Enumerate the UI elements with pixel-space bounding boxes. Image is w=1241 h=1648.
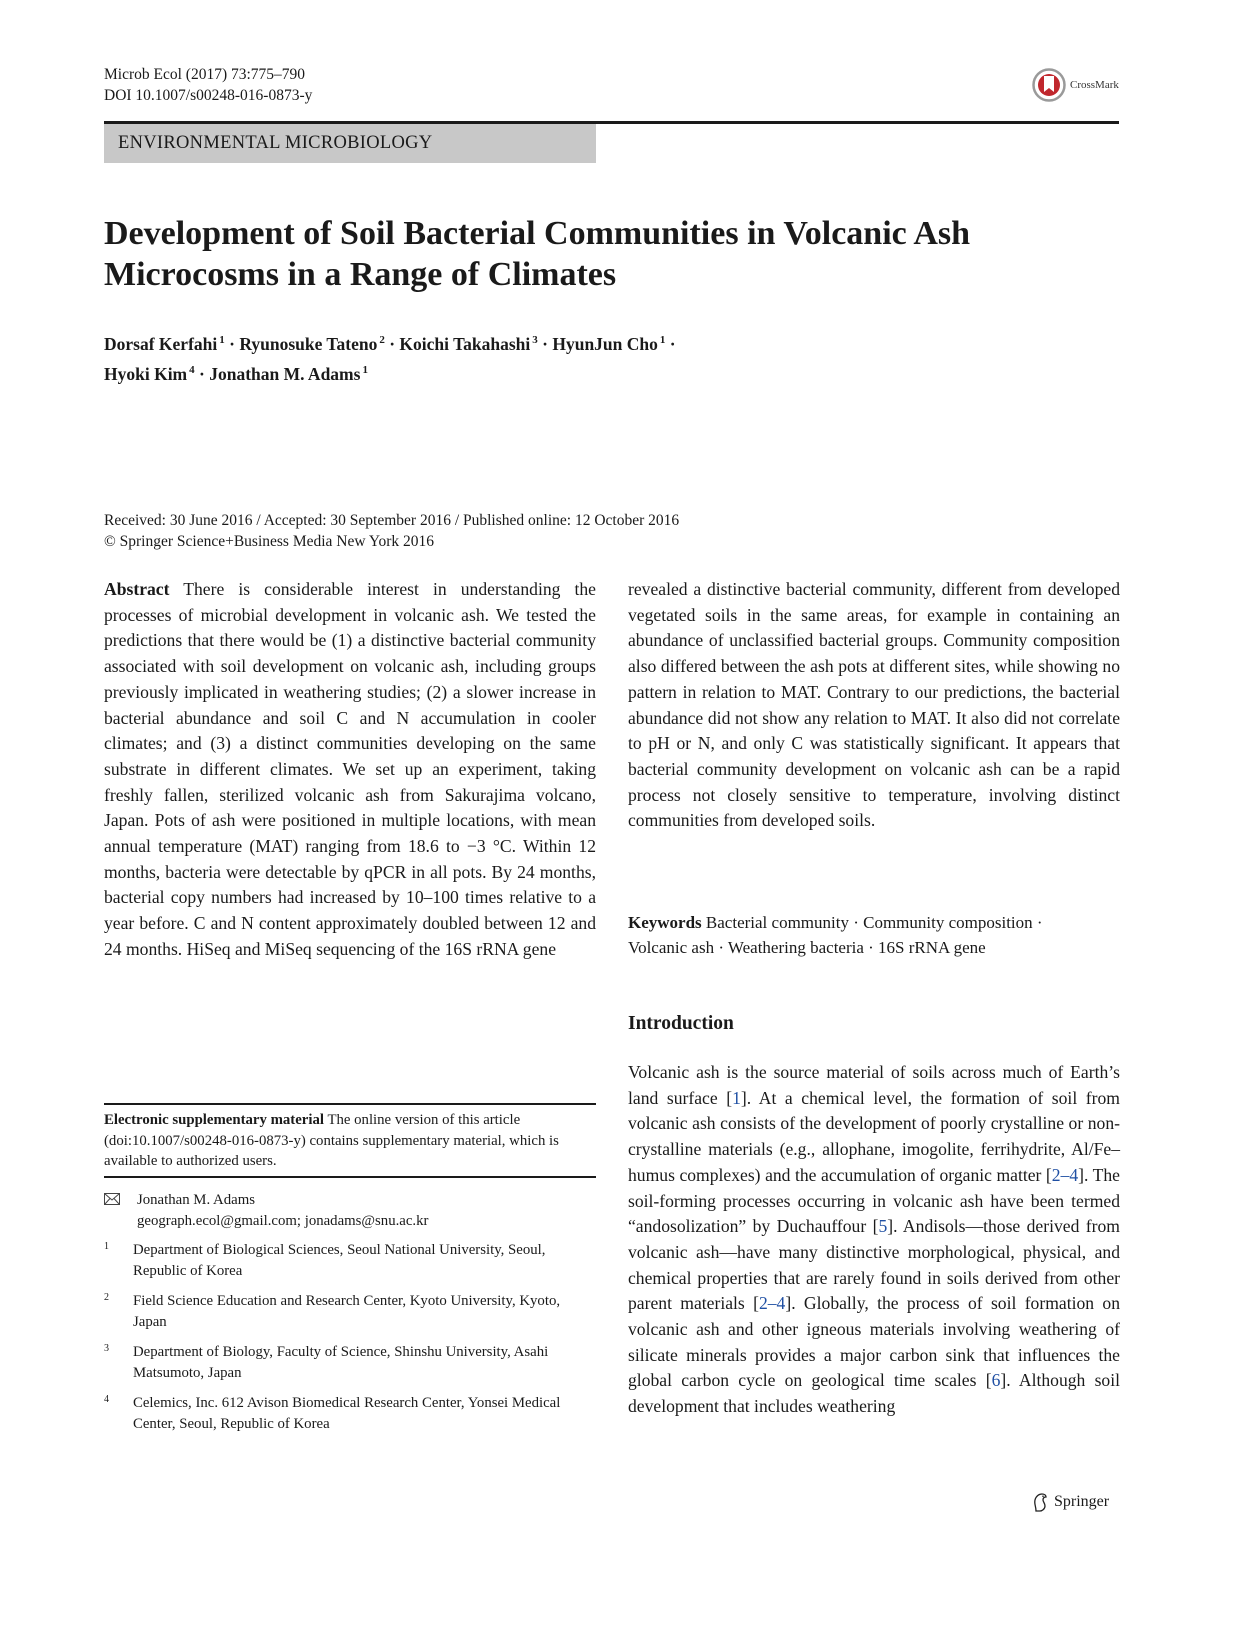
affiliation-number: 1 — [104, 1241, 109, 1252]
crossmark-badge[interactable] — [1032, 68, 1119, 102]
affiliation-item — [104, 1291, 596, 1332]
author-affiliation-mark: 1 — [659, 334, 666, 346]
abstract-text-part2: revealed a distinctive bacterial community, different from developed vegetated soils in the same areas, for example in containing an abundance of unclassified bacterial groups. Community composition also differed between the ash pots at different sites, while showing no pattern in relation to MAT. Contrary to our predictions, the bacterial abundance did not show any relation to MAT. It also did not correlate to pH or N, and only C was statistically significant. It appears that bacterial community development on volcanic ash can be a rapid process not closely sensitive to temperature, involving distinct communities from developed soils. — [628, 579, 1120, 831]
citation-link[interactable]: 5 — [878, 1216, 888, 1237]
affiliation-number: 2 — [104, 1292, 109, 1303]
footnote-rule — [104, 1103, 596, 1105]
citation-link[interactable]: 6 — [991, 1370, 1001, 1391]
author-affiliation-mark: 1 — [219, 334, 225, 346]
title-line-2: Microcosms in a Range of Climates — [104, 256, 617, 293]
author-name[interactable]: Ryunosuke Tateno — [239, 334, 378, 354]
intro-text: ]. The soil-forming processes occurring in volcanic ash have been termed “andosolization” by Duchauffour [ — [628, 1164, 1120, 1237]
author-affiliation-mark: 1 — [362, 364, 368, 376]
author-line-1 — [104, 327, 1119, 357]
author-affiliation-mark: 3 — [532, 334, 538, 346]
author-name[interactable]: Jonathan M. Adams — [209, 364, 361, 384]
author-affiliation-mark: 2 — [379, 334, 385, 346]
affiliation-number: 3 — [104, 1343, 109, 1354]
journal-volume-line: Microb Ecol (2017) 73:775–790 — [104, 66, 306, 83]
dates-line: Received: 30 June 2016 / Accepted: 30 September 2016 / Published online: 12 October 2016 — [104, 512, 680, 529]
abstract-left-column — [104, 577, 596, 963]
doi-line: DOI 10.1007/s00248-016-0873-y — [104, 87, 313, 104]
intro-text: ]. Andisols—those derived from volcanic ash—have many distinctive morphological, physical, and chemical properties that are rarely found in soils derived from other parent materials [ — [628, 1216, 1120, 1314]
introduction-body — [628, 1060, 1120, 1420]
author-list — [104, 327, 1119, 387]
author-affiliation-mark: 4 — [189, 364, 195, 376]
keywords-label: Keywords — [628, 913, 702, 932]
affiliation-text: Field Science Education and Research Center, Kyoto University, Kyoto, Japan — [133, 1293, 561, 1330]
author-separator: · — [229, 334, 235, 354]
affiliation-text: Department of Biological Sciences, Seoul National University, Seoul, Republic of Korea — [133, 1242, 546, 1279]
affiliation-text: Celemics, Inc. 612 Avison Biomedical Research Center, Yonsei Medical Center, Seoul, Republic of Korea — [133, 1395, 561, 1432]
section-category: ENVIRONMENTAL MICROBIOLOGY — [104, 124, 596, 163]
springer-logo — [1032, 1492, 1109, 1512]
author-separator: · — [199, 364, 205, 384]
abstract-right-column — [628, 577, 1120, 834]
copyright-line: © Springer Science+Business Media New York 2016 — [104, 533, 435, 550]
author-separator: · — [542, 334, 548, 354]
author-line-2 — [104, 357, 1119, 387]
corresponding-emails[interactable]: geograph.ecol@gmail.com; jonadams@snu.ac.kr — [137, 1212, 429, 1229]
citation-link[interactable]: 2–4 — [758, 1293, 786, 1314]
journal-citation — [104, 64, 312, 106]
title-line-1: Development of Soil Bacterial Communities in Volcanic Ash — [104, 215, 971, 252]
affiliation-number: 4 — [104, 1394, 109, 1405]
affiliation-item — [104, 1240, 596, 1281]
footnote-divider — [104, 1176, 596, 1178]
author-separator: · — [389, 334, 396, 354]
intro-text: ]. Although soil development that includes weathering — [628, 1370, 1120, 1417]
abstract-text-part1: There is considerable interest in understanding the processes of microbial development in volcanic ash. We tested the predictions that there would be (1) a distinctive bacterial community associated with soil development on volcanic ash, including groups previously implicated in weathering studies; (2) a slower increase in bacterial abundance and soil C and N accumulation in cooler climates; and (3) a distinct communities developing on the same substrate in different climates. We set up an experiment, taking freshly fallen, sterilized volcanic ash from Sakurajima volcano, Japan. Pots of ash were positioned in multiple locations, with mean annual temperature (MAT) ranging from 18.6 to −3 °C. Within 12 months, bacteria were detectable by qPCR in all pots. By 24 months, bacterial copy numbers had increased by 10–100 times relative to a year before. C and N content approximately doubled between 12 and 24 months. HiSeq and MiSeq sequencing of the 16S rRNA gene — [104, 579, 596, 959]
intro-text: ]. Globally, the process of soil formation on volcanic ash and other igneous materials involving weathering of silicate minerals provides a major carbon sink that influences the global carbon cycle on geological time scales [ — [628, 1293, 1120, 1391]
affiliation-text: Department of Biology, Faculty of Science, Shinshu University, Asahi Matsumoto, Japan — [133, 1344, 549, 1381]
supplementary-note — [104, 1110, 596, 1172]
author-separator: · — [669, 334, 676, 354]
keywords-line-1: Bacterial community · Community composition · — [705, 913, 1043, 932]
intro-text: Volcanic ash is the source material of soils across much of Earth’s land surface [ — [628, 1062, 1120, 1108]
springer-horse-icon — [1032, 1492, 1048, 1512]
springer-wordmark: Springer — [1054, 1493, 1110, 1510]
intro-text: ]. At a chemical level, the formation of soil from volcanic ash consists of the development of poorly crystalline or non-crystalline materials (e.g., allophane, imogolite, ferrihydrite, Al/Fe–humus complexes) and the accumulation of organic matter [ — [628, 1087, 1120, 1185]
citation-link[interactable]: 1 — [732, 1087, 741, 1108]
crossmark-label: CrossMark — [1070, 79, 1119, 91]
author-name[interactable]: HyunJun Cho — [552, 334, 658, 354]
keywords-line-2: Volcanic ash · Weathering bacteria · 16S rRNA gene — [628, 938, 986, 957]
abstract-label: Abstract — [104, 579, 170, 599]
supplementary-text: The online version of this article (doi:10.1007/s00248-016-0873-y) contains supplementary material, which is available to authorized users. — [104, 1112, 559, 1169]
keywords-block — [628, 910, 1120, 960]
affiliation-item — [104, 1342, 596, 1383]
article-title — [104, 213, 1119, 295]
author-name[interactable]: Hyoki Kim — [104, 364, 188, 384]
corresponding-name: Jonathan M. Adams — [137, 1192, 255, 1208]
author-name[interactable]: Koichi Takahashi — [399, 334, 531, 354]
supplementary-label: Electronic supplementary material — [104, 1112, 324, 1128]
crossmark-icon — [1032, 68, 1066, 102]
introduction-heading: Introduction — [628, 1013, 734, 1034]
envelope-icon — [104, 1193, 120, 1205]
citation-link[interactable]: 2–4 — [1051, 1164, 1079, 1185]
author-name[interactable]: Dorsaf Kerfahi — [104, 334, 218, 354]
affiliation-item — [104, 1393, 596, 1434]
publication-history — [104, 510, 679, 552]
corresponding-author — [104, 1190, 596, 1231]
